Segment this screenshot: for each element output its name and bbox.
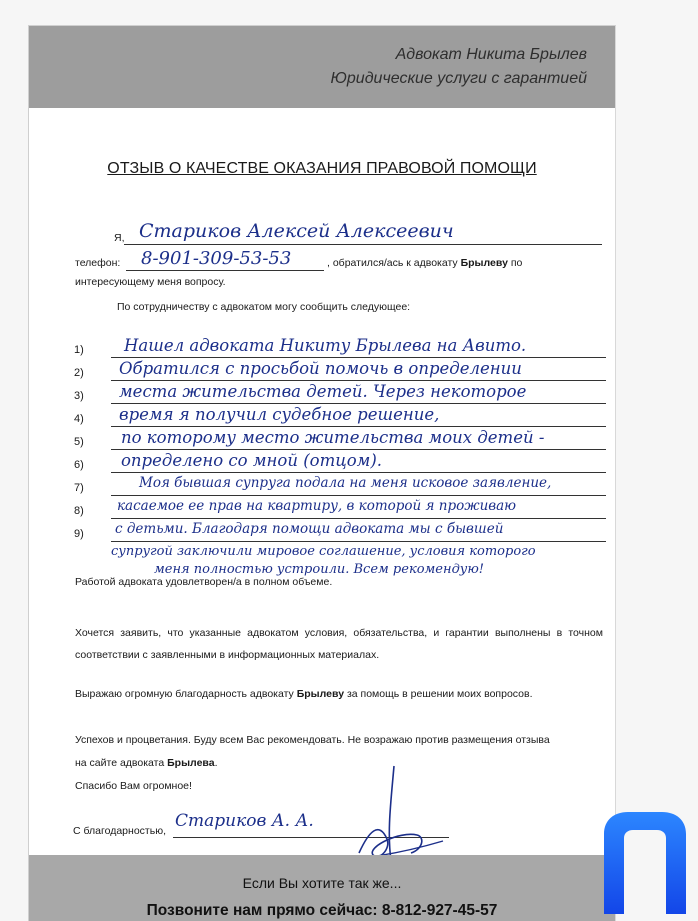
handwritten-line: по которому место жительства моих детей -: [121, 428, 545, 447]
ruled-line: [111, 541, 606, 542]
appeal-line2: интересующему меня вопросу.: [75, 276, 226, 288]
paragraph-gratitude: [75, 688, 533, 700]
handwritten-line: меня полностью устроили. Всем рекомендую!: [154, 562, 485, 577]
ya-label: Я,: [114, 232, 125, 244]
line-number: 9): [74, 528, 84, 540]
line-number: 3): [74, 390, 84, 402]
handwritten-line: время я получил судебное решение,: [119, 405, 440, 424]
thanks-text: Спасибо Вам огромное!: [75, 780, 192, 792]
gratitude-post: за помощь в решении моих вопросов.: [344, 688, 533, 700]
wishes-pre: на сайте адвоката: [75, 757, 168, 769]
handwritten-line: Обратился с просьбой помочь в определении: [119, 359, 522, 378]
name-line: [124, 244, 602, 245]
logo-icon: [600, 808, 690, 916]
footer-band: [29, 855, 615, 921]
ruled-line: [111, 426, 606, 427]
paragraph-conditions: Хочется заявить, что указанные адвокатом условия, обязательства, и гарантии выполнены в точном соответствии с заявленными в информационных материалах.: [75, 627, 603, 661]
header-band: [29, 26, 615, 108]
wishes-name: Брылева: [167, 757, 215, 769]
handwritten-line: супругой заключили мировое соглашение, условия которого: [111, 544, 536, 559]
page-title: ОТЗЫВ О КАЧЕСТВЕ ОКАЗАНИЯ ПРАВОВОЙ ПОМОЩИ: [107, 160, 537, 177]
handwritten-line: определено со мной (отцом).: [121, 451, 383, 470]
wishes-post: .: [214, 757, 218, 769]
appeal-text: [327, 257, 522, 269]
paragraph-wishes-2: [75, 757, 218, 769]
line-number: 2): [74, 367, 84, 379]
phone-line: [126, 270, 324, 271]
gratitude-pre: Выражаю огромную благодарность адвокату: [75, 688, 297, 700]
handwritten-line: места жительства детей. Через некоторое: [119, 382, 527, 401]
appeal-text-part1: , обратился/ась к адвокату: [327, 257, 458, 269]
line-number: 6): [74, 459, 84, 471]
review-sheet: [28, 25, 616, 921]
ruled-line: [111, 449, 606, 450]
line-number: 8): [74, 505, 84, 517]
lawyer-tagline: Юридические услуги с гарантией: [330, 70, 587, 87]
satisfied-text: Работой адвоката удовлетворен/а в полном объеме.: [75, 576, 333, 588]
handwritten-line: с детьми. Благодаря помощи адвоката мы с бывшей: [115, 521, 504, 537]
ruled-line: [111, 472, 606, 473]
regards-label: С благодарностью,: [73, 825, 166, 837]
paragraph-wishes-1: Успехов и процветания. Буду всем Вас рекомендовать. Не возражаю против размещения отзыва: [75, 734, 550, 746]
handwritten-name: Стариков Алексей Алексеевич: [139, 220, 454, 242]
ruled-line: [111, 495, 606, 496]
lawyer-name: Адвокат Никита Брылев: [395, 46, 587, 63]
handwritten-signature-name: Стариков А. А.: [175, 811, 314, 831]
handwritten-line: Нашел адвоката Никиту Брылева на Авито.: [124, 336, 527, 355]
gratitude-name: Брылеву: [296, 688, 345, 700]
line-number: 1): [74, 344, 84, 356]
ruled-line: [111, 403, 606, 404]
footer-call: Позвоните нам прямо сейчас: 8-812-927-45-57: [146, 902, 498, 919]
appeal-text-part2: по: [510, 257, 523, 269]
line-number: 4): [74, 413, 84, 425]
line-number: 7): [74, 482, 84, 494]
handwritten-phone: 8-901-309-53-53: [141, 248, 292, 269]
handwritten-line: Моя бывшая супруга подала на меня исковое заявление,: [139, 475, 552, 491]
lawyer-surname: Брылеву: [460, 257, 508, 269]
ruled-line: [111, 518, 606, 519]
phone-label: телефон:: [75, 257, 121, 269]
handwritten-line: касаемое ее прав на квартиру, в которой я проживаю: [117, 498, 517, 514]
footer-question: Если Вы хотите так же...: [242, 875, 402, 891]
ruled-line: [111, 357, 606, 358]
cooperation-label: По сотрудничеству с адвокатом могу сообщить следующее:: [117, 301, 411, 313]
line-number: 5): [74, 436, 84, 448]
ruled-line: [111, 380, 606, 381]
